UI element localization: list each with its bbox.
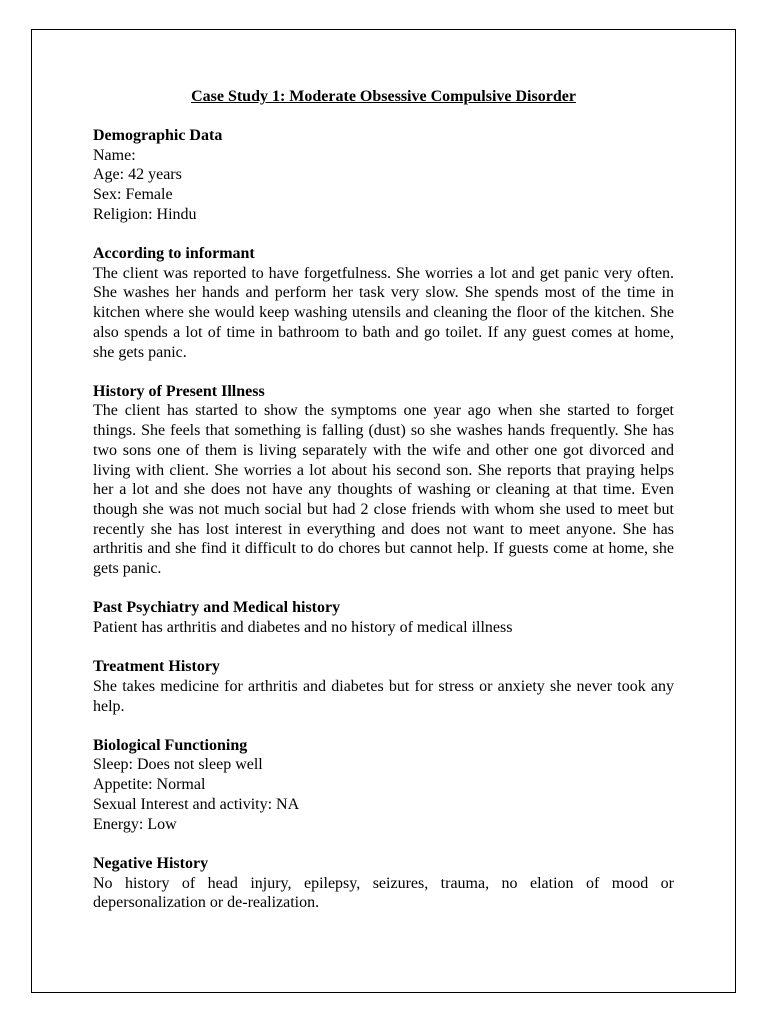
section-heading: Negative History [93,854,209,872]
biological-energy: Energy: Low [93,815,177,833]
section-according-to-informant [93,244,674,362]
section-biological-functioning [93,736,674,835]
demographic-name: Name: [93,146,136,164]
negative-history-paragraph: No history of head injury, epilepsy, seizures, trauma, no elation of mood or depersonalization or de-realization. [93,874,674,912]
section-heading: According to informant [93,245,255,263]
section-past-psychiatry-medical-history [93,598,674,637]
section-heading: History of Present Illness [93,382,265,400]
section-heading: Demographic Data [93,127,223,144]
past-history-paragraph: Patient has arthritis and diabetes and no history of medical illness [93,618,513,636]
demographic-age: Age: 42 years [93,166,182,184]
section-demographic-data [93,126,674,225]
section-heading: Past Psychiatry and Medical history [93,599,341,617]
section-treatment-history [93,657,674,716]
demographic-religion: Religion: Hindu [93,205,197,223]
present-illness-paragraph: The client has started to show the symptoms one year ago when she started to forget things. She feels that something is falling (dust) so she washes hands frequently. She has two sons one of them is living separately with the wife and other one got divorced and living with client. She worries a lot about his second son. She reports that praying helps her a lot and she does not have any thoughts of washing or cleaning at that time. Even though she was not much social but had 2 close friends with whom she used to meet but recently she has lost interest in everything and does not want to meet anyone. She has arthritis and she find it difficult to do chores but cannot help. If guests come at home, she gets panic. [93,402,674,578]
biological-sleep: Sleep: Does not sleep well [93,756,263,774]
section-negative-history [93,854,674,913]
section-history-of-present-illness [93,382,674,579]
section-heading: Treatment History [93,658,220,676]
biological-appetite: Appetite: Normal [93,776,206,794]
document-title: Case Study 1: Moderate Obsessive Compulsive Disorder [191,88,576,105]
section-heading: Biological Functioning [93,736,248,754]
informant-paragraph: The client was reported to have forgetfulness. She worries a lot and get panic very often. She washes her hands and perform her task very slow. She spends most of the time in kitchen where she would keep washing utensils and cleaning the floor of the kitchen. She also spends a lot of time in bathroom to bath and go toilet. If any guest comes at home, she gets panic. [93,264,674,361]
document-body [93,87,674,932]
biological-sexual-interest: Sexual Interest and activity: NA [93,795,300,813]
demographic-sex: Sex: Female [93,186,173,204]
treatment-paragraph: She takes medicine for arthritis and diabetes but for stress or anxiety she never took any help. [93,677,674,715]
